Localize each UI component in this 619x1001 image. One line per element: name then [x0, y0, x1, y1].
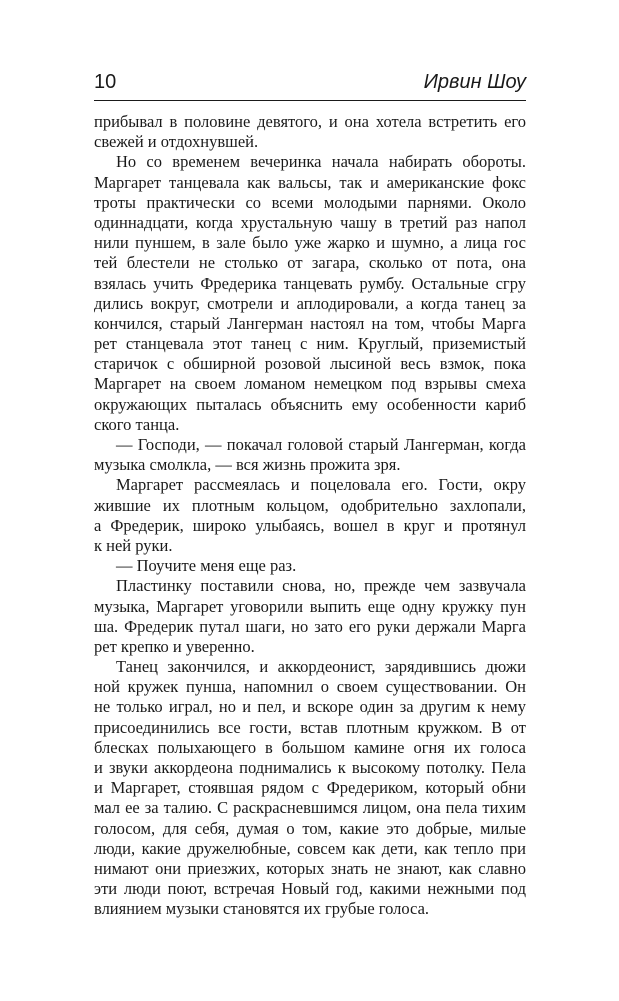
running-title: Ирвин Шоу	[423, 71, 526, 93]
text-line: свежей и отдохнувшей.	[94, 132, 259, 152]
text-line: музыка смолкла, — вся жизнь прожита зря.	[94, 455, 401, 475]
text-line: взялась учить Фредерика танцевать румбу. Остальные сгру	[94, 273, 526, 293]
text-line: Маргарет на своем ломаном немецком под взрывы смеха	[94, 374, 526, 394]
text-line: Танец закончился, и аккордеонист, зарядившись дюжи	[116, 657, 526, 677]
text-line: голосом, для себя, думая о том, какие это добрые, милые	[94, 818, 526, 838]
text-line: нили пуншем, в зале было уже жарко и шумно, а лица гос	[94, 233, 526, 253]
text-line: а Фредерик, широко улыбаясь, вошел в круг и протянул	[94, 515, 526, 535]
text-line: блесках полыхающего в большом камине огня их голоса	[94, 737, 526, 757]
text-line: троты практически со всеми молодыми парнями. Около	[94, 192, 526, 212]
text-line: к ней руки.	[94, 535, 173, 555]
text-line: — Господи, — покачал головой старый Лангерман, когда	[116, 435, 526, 454]
text-line: и Маргарет, стоявшая рядом с Фредериком, который обни	[94, 778, 526, 798]
text-line: рет станцевала этот танец с ним. Круглый, приземистый	[94, 334, 526, 354]
text-line: прибывал в половине девятого, и она хотела встретить его	[94, 112, 526, 131]
text-line: ша. Фредерик путал шаги, но зато его руки держали Марга	[94, 616, 526, 636]
page-header	[94, 70, 526, 104]
text-line: эти люди поют, встречая Новый год, какими нежными под	[94, 879, 526, 899]
text-line: старичок с обширной розовой лысиной весь взмок, пока	[94, 354, 526, 374]
text-line: присоединились все гости, встав плотным кружком. В от	[94, 717, 526, 737]
header-rule	[94, 100, 526, 101]
text-line: кончился, старый Лангерман настоял на том, чтобы Марга	[94, 313, 526, 333]
page-number: 10	[94, 71, 117, 93]
text-line: Но со временем вечеринка начала набирать обороты.	[116, 152, 526, 172]
text-line: рет крепко и уверенно.	[94, 636, 255, 656]
text-line: нимают они приезжих, которых знать не знают, как славно	[94, 858, 526, 878]
text-line: одиннадцати, когда хрустальную чашу в третий раз напол	[94, 212, 526, 232]
text-line: дились вокруг, смотрели и аплодировали, а когда танец за	[94, 293, 526, 313]
text-line: влиянием музыки становятся их грубые голоса.	[94, 899, 430, 919]
text-line: люди, какие дружелюбные, совсем как дети, как тепло при	[94, 838, 526, 858]
text-line: ной кружек пунша, напомнил о своем существовании. Он	[94, 677, 526, 697]
text-line: ского танца.	[94, 414, 180, 434]
text-line: Пластинку поставили снова, но, прежде чем зазвучала	[116, 576, 526, 596]
text-line: Маргарет танцевала как вальсы, так и американские фокс	[94, 172, 526, 192]
text-line: и звуки аккордеона поднимались к высокому потолку. Пела	[94, 758, 526, 777]
text-line: мал ее за талию. С раскрасневшимся лицом, она пела тихим	[94, 798, 526, 818]
text-line: тей блестели не столько от загара, сколько от пота, она	[94, 253, 526, 273]
text-line: окружающих пыталась объяснить ему особенности кариб	[94, 394, 526, 414]
text-line: жившие их плотным кольцом, одобрительно захлопали,	[94, 495, 526, 515]
text-line: не только играл, но и пел, и вскоре один за другим к нему	[94, 697, 526, 717]
text-line: музыка, Маргарет уговорили выпить еще одну кружку пун	[94, 596, 526, 616]
text-line: Маргарет рассмеялась и поцеловала его. Гости, окру	[116, 475, 526, 495]
body-text	[94, 112, 526, 920]
text-line: — Поучите меня еще раз.	[116, 556, 297, 576]
